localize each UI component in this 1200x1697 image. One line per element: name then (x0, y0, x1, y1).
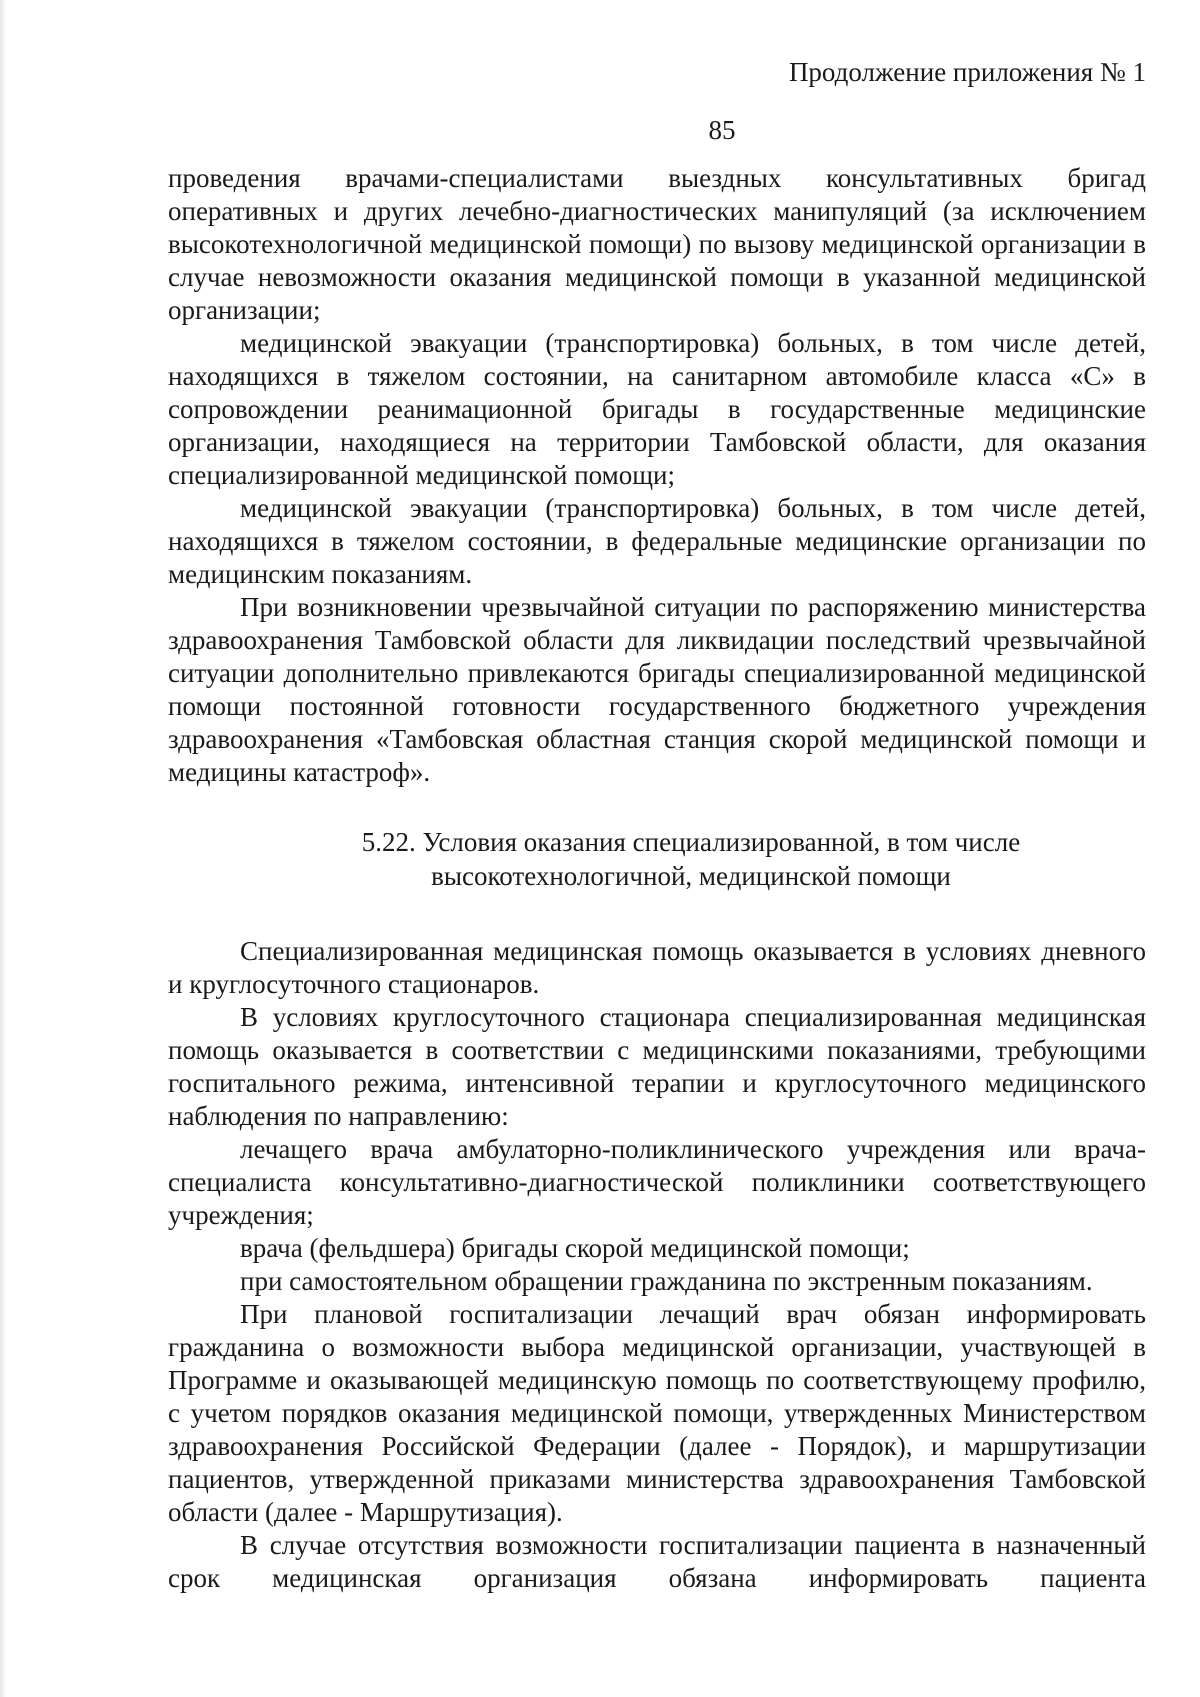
body-text (168, 162, 1146, 1595)
paragraph-specialized-care: Специализированная медицинская помощь оказывается в условиях дневного и круглосуточного стационаров. (168, 936, 1146, 999)
paragraph-consultative-brigades: проведения врачами-специалистами выездных консультативных бригад оперативных и других лечебно-диагностических манипуляций (за исключением высокотехнологичной медицинской помощи) по вызову медицинской организации в случае невозможности оказания медицинской помощи в указанной медицинской организации; (168, 163, 1146, 325)
paragraph-no-hospitalization: В случае отсутствия возможности госпитализации пациента в назначенный срок медицинская организация обязана информировать пациента (168, 1530, 1146, 1593)
paragraph-emergency-situation: При возникновении чрезвычайной ситуации по распоряжению министерства здравоохранения Тамбовской области для ликвидации последствий чрезвычайной ситуации дополнительно привлекаются бригады специализированной медицинской помощи постоянной готовности государственного бюджетного учреждения здравоохранения «Тамбовская областная станция скорой медицинской помощи и медицины катастроф». (168, 592, 1146, 787)
paragraph-evacuation-federal: медицинской эвакуации (транспортировка) больных, в том числе детей, находящихся в тяжелом состоянии, в федеральные медицинские организации по медицинским показаниям. (168, 493, 1146, 589)
document-page (168, 52, 1146, 1595)
paragraph-referral-doctor: лечащего врача амбулаторно-поликлинического учреждения или врача-специалиста консультативно-диагностической поликлиники соответствующего учреждения; (168, 1134, 1146, 1230)
scan-edge (0, 0, 6, 1697)
paragraph-evacuation-regional: медицинской эвакуации (транспортировка) больных, в том числе детей, находящихся в тяжелом состоянии, на санитарном автомобиле класса «С» в сопровождении реанимационной бригады в государственные медицинские организации, находящиеся на территории Тамбовской области, для оказания специализированной медицинской помощи; (168, 328, 1146, 490)
page-number: 85 (708, 115, 736, 145)
section-title-line-1: 5.22. Условия оказания специализированной, в том числе (361, 827, 1021, 857)
section-title-line-2: высокотехнологичной, медицинской помощи (431, 861, 951, 891)
paragraph-self-referral: при самостоятельном обращении гражданина по экстренным показаниям. (240, 1266, 1093, 1296)
paragraph-planned-hospitalization: При плановой госпитализации лечащий врач обязан информировать гражданина о возможности выбора медицинской организации, участвующей в Программе и оказывающей медицинскую помощь по соответствующему профилю, с учетом порядков оказания медицинской помощи, утвержденных Министерством здравоохранения Российской Федерации (далее - Порядок), и маршрутизации пациентов, утвержденной приказами министерства здравоохранения Тамбовской области (далее - Маршрутизация). (168, 1299, 1146, 1527)
paragraph-round-the-clock: В условиях круглосуточного стационара специализированная медицинская помощь оказывается в соответствии с медицинскими показаниями, требующими госпитального режима, интенсивной терапии и круглосуточного медицинского наблюдения по направлению: (168, 1002, 1146, 1131)
paragraph-referral-ambulance: врача (фельдшера) бригады скорой медицинской помощи; (240, 1233, 910, 1263)
running-header: Продолжение приложения № 1 (788, 57, 1146, 87)
section-heading (168, 825, 1146, 893)
